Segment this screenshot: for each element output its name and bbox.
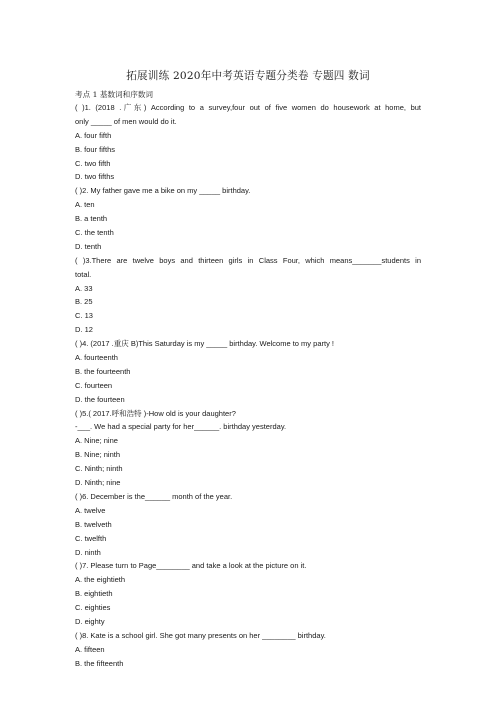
option-line: A. Nine; nine — [75, 436, 118, 446]
option-line: B. four fifths — [75, 144, 116, 154]
option-line: A. fifteen — [75, 644, 105, 654]
question-1-stem: ( )1. (2018 .广东) According to a survey,four out of five women do housework at home, but — [75, 103, 421, 112]
question-5-stem-cont: -___. We had a special party for her______. birthday yesterday. — [75, 422, 287, 432]
option-line: B. eightieth — [75, 589, 113, 599]
section-heading: 考点 1 基数词和序数词 — [75, 90, 154, 99]
question-2-stem: ( )2. My father gave me a bike on my _____ birthday. — [75, 186, 251, 196]
question-3-stem: ( )3.There are twelve boys and thirteen girls in Class Four, which means_______students in — [75, 255, 421, 265]
option-line: D. two fifths — [75, 172, 115, 182]
option-line: C. the tenth — [75, 228, 114, 238]
option-line: C. 13 — [75, 311, 93, 321]
question-3-stem-cont: total. — [75, 269, 92, 279]
option-line: C. twelfth — [75, 533, 107, 543]
option-line: A. four fifth — [75, 130, 112, 140]
question-6-stem: ( )6. December is the______ month of the year. — [75, 491, 233, 501]
option-line: A. ten — [75, 200, 95, 210]
page-title: 拓展训练 2020年中考英语专题分类卷 专题四 数词 — [126, 70, 370, 82]
option-line: B. the fifteenth — [75, 658, 124, 668]
question-5-stem: ( )5.( 2017.呼和浩特 )-How old is your daughter? — [75, 408, 236, 418]
option-line: B. the fourteenth — [75, 366, 131, 376]
question-1-stem-cont: only _____ of men would do it. — [75, 116, 177, 126]
option-line: A. 33 — [75, 283, 93, 293]
question-8-stem: ( )8. Kate is a school girl. She got many presents on her ________ birthday. — [75, 630, 326, 640]
question-list — [75, 101, 421, 671]
option-line: A. the eightieth — [75, 575, 126, 585]
option-line: C. eighties — [75, 603, 111, 613]
option-line: D. ninth — [75, 547, 101, 557]
option-line: D. the fourteen — [75, 394, 125, 404]
option-line: C. Ninth; ninth — [75, 464, 123, 474]
option-line: C. two fifth — [75, 158, 111, 168]
option-line: D. tenth — [75, 241, 102, 251]
question-4-stem: ( )4. (2017 .重庆 B)This Saturday is my _____ birthday. Welcome to my party ! — [75, 339, 334, 349]
question-7-stem: ( )7. Please turn to Page________ and take a look at the picture on it. — [75, 561, 307, 571]
option-line: B. twelveth — [75, 519, 112, 529]
option-line: B. Nine; ninth — [75, 450, 121, 460]
option-line: B. 25 — [75, 297, 93, 307]
option-line: D. 12 — [75, 325, 93, 335]
option-line: B. a tenth — [75, 214, 108, 224]
option-line: D. eighty — [75, 616, 105, 626]
option-line: A. fourteenth — [75, 353, 118, 363]
option-line: A. twelve — [75, 505, 106, 515]
option-line: D. Ninth; nine — [75, 478, 121, 488]
option-line: C. fourteen — [75, 380, 113, 390]
